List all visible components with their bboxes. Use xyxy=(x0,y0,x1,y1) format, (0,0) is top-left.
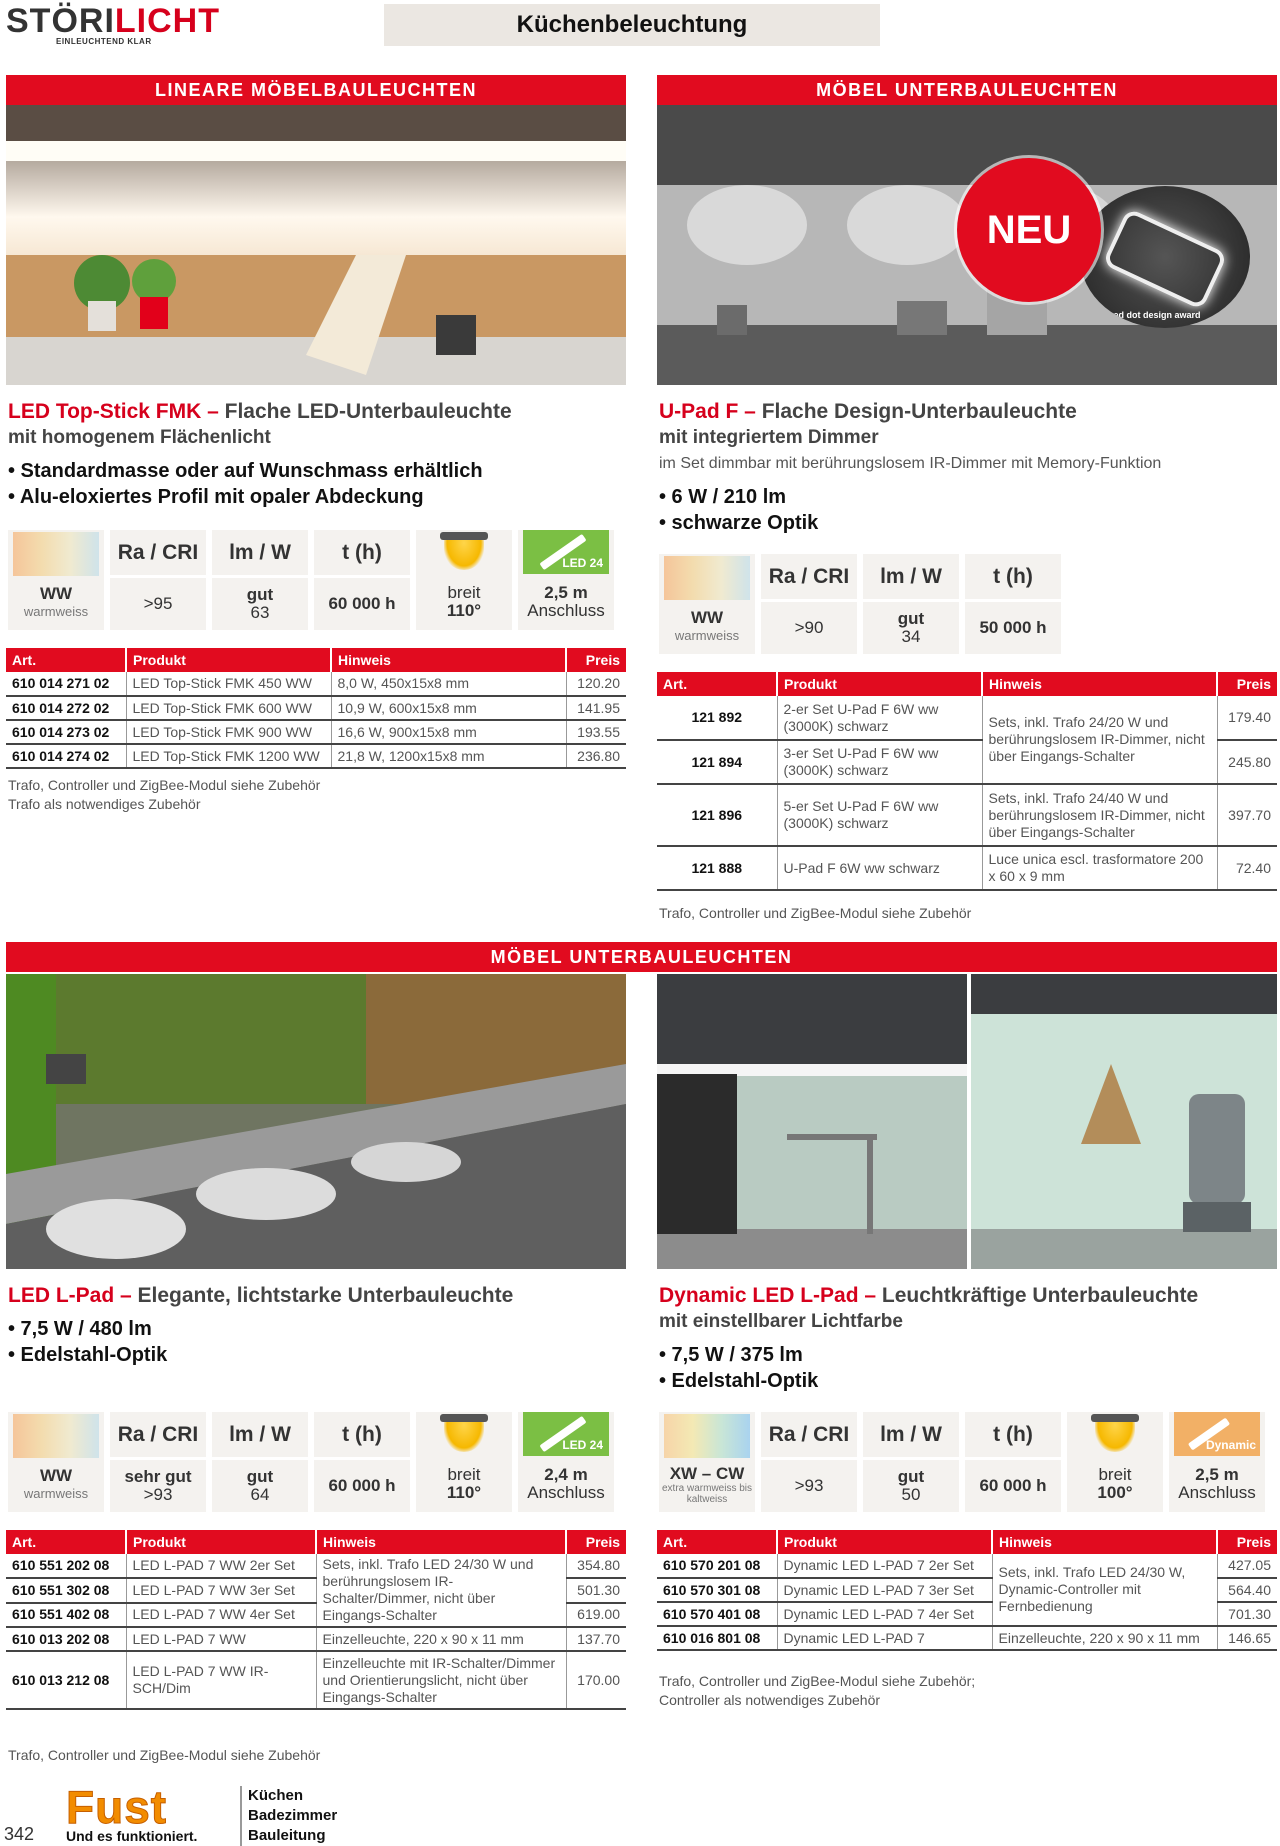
table-row: 610 014 271 02 LED Top-Stick FMK 450 WW 8,0 W, 450x15x8 mm 120.20 xyxy=(6,672,626,696)
product-note-upad: im Set dimmbar mit berührungslosem IR-Dimmer mit Memory-Funktion xyxy=(659,455,1162,472)
table-row: 121 894 3-er Set U-Pad F 6W ww (3000K) schwarz 245.80 xyxy=(657,740,1277,784)
table-row: 610 013 202 08 LED L-PAD 7 WW Einzelleuchte, 220 x 90 x 11 mm 137.70 xyxy=(6,1627,626,1651)
color-temp-spec: WW warmweiss xyxy=(8,530,104,630)
lamp-beam-icon xyxy=(434,1412,494,1456)
kitchen-photo-dynamic-2 xyxy=(971,974,1277,1269)
beam-angle-spec: breit 110° xyxy=(416,1412,512,1512)
footer-nav-item: Badezimmer xyxy=(248,1807,338,1824)
product-title-topstick: LED Top-Stick FMK – Flache LED-Unterbauleuchte xyxy=(8,400,512,423)
connection-spec: LED 24 2,5 m Anschluss xyxy=(518,530,614,630)
product-subtitle-dynamic: mit einstellbarer Lichtfarbe xyxy=(659,1311,903,1332)
spec-icons-dynamic xyxy=(659,1412,1265,1512)
color-gradient-icon xyxy=(13,1414,99,1458)
section-bar-moebel-2: MÖBEL UNTERBAULEUCHTEN xyxy=(6,942,1277,972)
table-note: Trafo, Controller und ZigBee-Modul siehe Zubehör xyxy=(8,1747,321,1763)
color-gradient-icon xyxy=(13,532,99,576)
connection-spec: LED 24 2,4 m Anschluss xyxy=(518,1412,614,1512)
lamp-beam-icon xyxy=(1085,1412,1145,1456)
page-title: Küchenbeleuchtung xyxy=(384,4,880,46)
led24-icon: LED 24 xyxy=(523,530,609,574)
table-note: Trafo als notwendiges Zubehör xyxy=(8,796,201,812)
footer-nav xyxy=(240,1786,337,1846)
product-table-upad: Art. Produkt Hinweis Preis 121 892 2-er Set U-Pad F 6W ww (3000K) schwarz Sets, inkl. Trafo 24/20 W und berührungslosem IR-Dimmer, nicht über Eingangs-Schalter 179.40 121 894 3-er Set U-Pad F 6W ww (3000K) schwarz 245.80 121 896 5-er Set U-Pad F 6W ww (3000K) schwarz Sets, inkl. Trafo 24/40 W und berührungslosem IR-Dimmer, nicht über Eingangs-Schalter 397.70 121 888 U-Pad F 6W ww schwarz Luce unica escl. trasformatore 200 x 60 x 9 mm 72.40 xyxy=(657,672,1277,891)
product-detail-circle: red dot design award xyxy=(1080,186,1250,328)
product-subtitle-upad: mit integriertem Dimmer xyxy=(659,427,879,448)
lifetime-spec: t (h) 60 000 h xyxy=(314,1412,410,1512)
table-note: Trafo, Controller und ZigBee-Modul siehe Zubehör xyxy=(659,905,972,921)
bullet: • 7,5 W / 480 lm xyxy=(8,1318,152,1340)
table-row: 610 551 202 08 LED L-PAD 7 WW 2er Set Sets, inkl. Trafo LED 24/30 W und berührungslosem IR-Schalter/Dimmer, nicht über Eingangs-Schalter 354.80 xyxy=(6,1554,626,1578)
color-gradient-icon xyxy=(664,1414,750,1458)
dynamic-icon: Dynamic xyxy=(1174,1412,1260,1456)
table-row: 610 551 402 08 LED L-PAD 7 WW 4er Set 619.00 xyxy=(6,1603,626,1627)
led24-icon: LED 24 xyxy=(523,1412,609,1456)
product-subtitle-topstick: mit homogenem Flächenlicht xyxy=(8,427,271,448)
kitchen-photo-topstick xyxy=(6,105,626,385)
kitchen-photo-dynamic-1 xyxy=(657,974,967,1269)
efficacy-spec: lm / W gut 64 xyxy=(212,1412,308,1512)
table-row: 610 570 201 08 Dynamic LED L-PAD 7 2er Set Sets, inkl. Trafo LED 24/30 W, Dynamic-Controller mit Fernbedienung 427.05 xyxy=(657,1554,1277,1578)
beam-angle-spec: breit 100° xyxy=(1067,1412,1163,1512)
beam-angle-spec: breit 110° xyxy=(416,530,512,630)
product-title-dynamic: Dynamic LED L-Pad – Leuchtkräftige Unterbauleuchte xyxy=(659,1284,1199,1307)
efficacy-spec: lm / W gut 34 xyxy=(863,554,959,654)
table-note: Trafo, Controller und ZigBee-Modul siehe Zubehör xyxy=(8,777,321,793)
bullet: • Edelstahl-Optik xyxy=(8,1344,168,1366)
table-row: 610 570 401 08 Dynamic LED L-PAD 7 4er Set 701.30 xyxy=(657,1602,1277,1626)
kitchen-photo-lpad xyxy=(6,974,626,1269)
spec-icons-upad xyxy=(659,554,1061,654)
color-temp-spec: WW warmweiss xyxy=(8,1412,104,1512)
table-row: 610 014 272 02 LED Top-Stick FMK 600 WW 10,9 W, 600x15x8 mm 141.95 xyxy=(6,696,626,720)
section-bar-moebel: MÖBEL UNTERBAULEUCHTEN xyxy=(657,75,1277,105)
bullet: • Edelstahl-Optik xyxy=(659,1370,819,1392)
product-table-dynamic: Art. Produkt Hinweis Preis 610 570 201 08 Dynamic LED L-PAD 7 2er Set Sets, inkl. Trafo LED 24/30 W, Dynamic-Controller mit Fernbedienung 427.05 610 570 301 08 Dynamic LED L-PAD 7 3er Set 564.40 610 570 401 08 Dynamic LED L-PAD 7 4er Set 701.30 610 016 801 08 Dynamic LED L-PAD 7 Einzelleuchte, 220 x 90 x 11 mm 146.65 xyxy=(657,1530,1277,1651)
table-row: 610 014 274 02 LED Top-Stick FMK 1200 WW 21,8 W, 1200x15x8 mm 236.80 xyxy=(6,744,626,768)
product-table-lpad: Art. Produkt Hinweis Preis 610 551 202 08 LED L-PAD 7 WW 2er Set Sets, inkl. Trafo LED 24/30 W und berührungslosem IR-Schalter/Dimmer, nicht über Eingangs-Schalter 354.80 610 551 302 08 LED L-PAD 7 WW 3er Set 501.30 610 551 402 08 LED L-PAD 7 WW 4er Set 619.00 610 013 202 08 LED L-PAD 7 WW Einzelleuchte, 220 x 90 x 11 mm 137.70 610 013 212 08 LED L-PAD 7 WW IR-SCH/Dim Einzelleuchte mit IR-Schalter/Dimmer und Orientierungslicht, nicht über Eingangs-Schalter 170.00 xyxy=(6,1530,626,1710)
cri-spec: Ra / CRI >90 xyxy=(761,554,857,654)
fust-slogan: Und es funktioniert. xyxy=(66,1828,198,1844)
footer-nav-item: Bauleitung xyxy=(248,1827,326,1844)
table-row: 610 016 801 08 Dynamic LED L-PAD 7 Einzelleuchte, 220 x 90 x 11 mm 146.65 xyxy=(657,1626,1277,1650)
product-title-lpad: LED L-Pad – Elegante, lichtstarke Unterbauleuchte xyxy=(8,1284,514,1307)
lifetime-spec: t (h) 60 000 h xyxy=(314,530,410,630)
logo-tagline: EINLEUCHTEND KLAR xyxy=(56,37,152,46)
spec-icons-topstick xyxy=(8,530,614,630)
lifetime-spec: t (h) 60 000 h xyxy=(965,1412,1061,1512)
bullet: • Alu-eloxiertes Profil mit opaler Abdeckung xyxy=(8,486,424,508)
lamp-beam-icon xyxy=(434,530,494,574)
color-temp-spec: XW – CW extra warmweiss bis kaltweiss xyxy=(659,1412,755,1512)
bullet: • 7,5 W / 375 lm xyxy=(659,1344,803,1366)
fust-logo: Fust xyxy=(66,1781,168,1833)
table-row: 610 551 302 08 LED L-PAD 7 WW 3er Set 501.30 xyxy=(6,1578,626,1602)
footer-nav-item: Küchen xyxy=(248,1787,304,1804)
cri-spec: Ra / CRI sehr gut >93 xyxy=(110,1412,206,1512)
bullet: • schwarze Optik xyxy=(659,512,819,534)
page-number: 342 xyxy=(4,1824,35,1844)
spec-icons-lpad xyxy=(8,1412,614,1512)
color-gradient-icon xyxy=(664,556,750,600)
connection-spec: Dynamic 2,5 m Anschluss xyxy=(1169,1412,1265,1512)
cri-spec: Ra / CRI >95 xyxy=(110,530,206,630)
section-bar-lineare: LINEARE MÖBELBAULEUCHTEN xyxy=(6,75,626,105)
efficacy-spec: lm / W gut 50 xyxy=(863,1412,959,1512)
table-row: 121 892 2-er Set U-Pad F 6W ww (3000K) schwarz Sets, inkl. Trafo 24/20 W und berührungslosem IR-Dimmer, nicht über Eingangs-Schalter 179.40 xyxy=(657,696,1277,740)
product-table-topstick: Art. Produkt Hinweis Preis 610 014 271 02 LED Top-Stick FMK 450 WW 8,0 W, 450x15x8 mm 120.20 610 014 272 02 LED Top-Stick FMK 600 WW 10,9 W, 600x15x8 mm 141.95 610 014 273 02 LED Top-Stick FMK 900 WW 16,6 W, 900x15x8 mm 193.55 610 014 274 02 LED Top-Stick FMK 1200 WW 21,8 W, 1200x15x8 mm 236.80 xyxy=(6,648,626,769)
efficacy-spec: lm / W gut 63 xyxy=(212,530,308,630)
color-temp-spec: WW warmweiss xyxy=(659,554,755,654)
bullet: • 6 W / 210 lm xyxy=(659,486,787,508)
lifetime-spec: t (h) 50 000 h xyxy=(965,554,1061,654)
bullet: • Standardmasse oder auf Wunschmass erhältlich xyxy=(8,460,483,482)
cri-spec: Ra / CRI >93 xyxy=(761,1412,857,1512)
table-row: 610 013 212 08 LED L-PAD 7 WW IR-SCH/Dim Einzelleuchte mit IR-Schalter/Dimmer und Orientierungslicht, nicht über Eingangs-Schalter 170.00 xyxy=(6,1651,626,1709)
table-row: 610 014 273 02 LED Top-Stick FMK 900 WW 16,6 W, 900x15x8 mm 193.55 xyxy=(6,720,626,744)
table-note: Trafo, Controller und ZigBee-Modul siehe Zubehör; xyxy=(659,1673,976,1689)
brand-logo: STÖRILICHT xyxy=(6,2,220,40)
table-row: 121 888 U-Pad F 6W ww schwarz Luce unica escl. trasformatore 200 x 60 x 9 mm 72.40 xyxy=(657,846,1277,890)
table-row: 121 896 5-er Set U-Pad F 6W ww (3000K) schwarz Sets, inkl. Trafo 24/40 W und berührungslosem IR-Dimmer, nicht über Eingangs-Schalter 397.70 xyxy=(657,784,1277,846)
product-title-upad: U-Pad F – Flache Design-Unterbauleuchte xyxy=(659,400,1077,423)
new-badge: NEU xyxy=(957,158,1101,302)
table-note: Controller als notwendiges Zubehör xyxy=(659,1692,881,1708)
table-row: 610 570 301 08 Dynamic LED L-PAD 7 3er Set 564.40 xyxy=(657,1578,1277,1602)
